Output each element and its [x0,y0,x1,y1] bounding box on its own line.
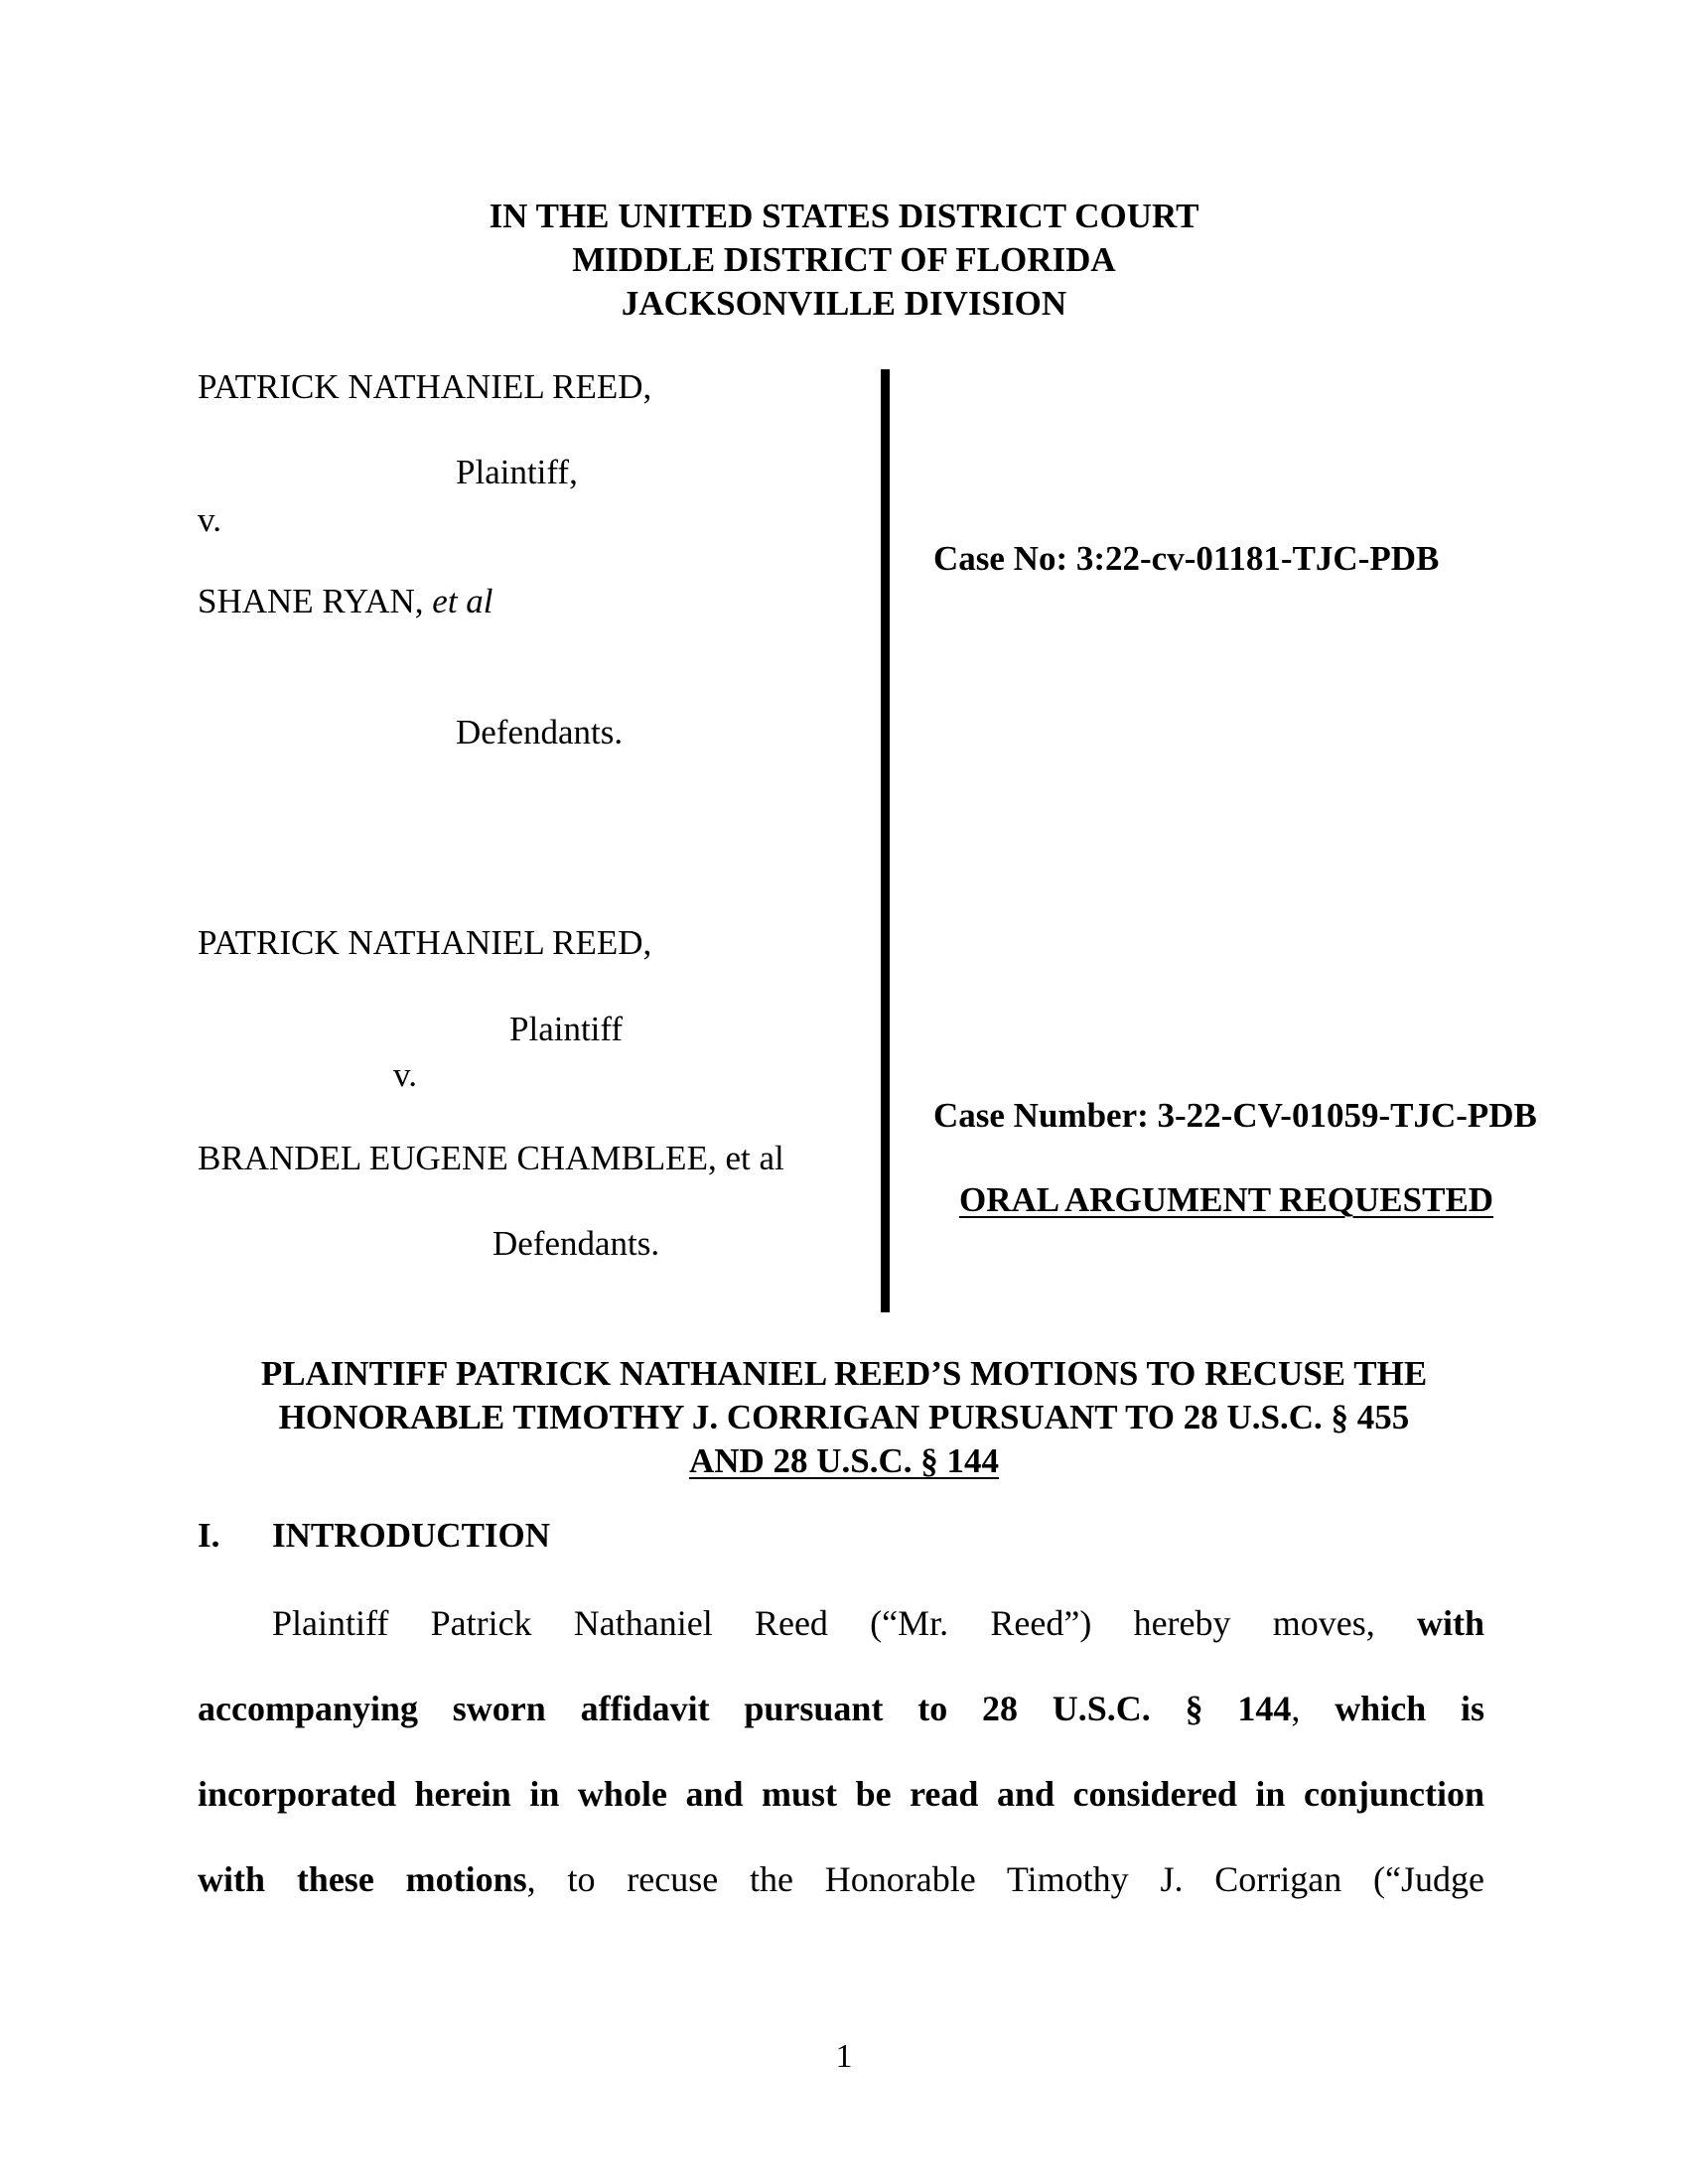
motion-title-line3 [0,1439,1688,1483]
case2-plaintiff-name: PATRICK NATHANIEL REED, [198,923,652,962]
case1-defendant-role: Defendants. [456,713,624,751]
case1-versus: v. [198,500,221,539]
paragraph-line-4 [198,1858,1484,1900]
court-division: JACKSONVILLE DIVISION [621,284,1067,323]
case1-number: Case No: 3:22-cv-01181-TJC-PDB [933,539,1440,578]
court-district: MIDDLE DISTRICT OF FLORIDA [572,240,1116,279]
case1-plaintiff-name: PATRICK NATHANIEL REED, [198,367,652,406]
paragraph-line-4-text: , to recuse the Honorable Timothy J. Corrigan (“Judge [526,1859,1484,1899]
paragraph-line-1-text: Plaintiff Patrick Nathaniel Reed (“Mr. Reed”) hereby moves, [272,1603,1375,1643]
paragraph-line-2-bold-end: which is [1335,1689,1485,1728]
paragraph-line-2-comma: , [1291,1689,1301,1728]
paragraph-line-1-bold: with [1417,1603,1485,1643]
motion-title-line1: PLAINTIFF PATRICK NATHANIEL REED’S MOTIONS TO RECUSE THE [260,1354,1428,1393]
case1-plaintiff-role: Plaintiff, [456,453,578,491]
paragraph-line-3-bold: incorporated herein in whole and must be read and considered in conjunction [198,1774,1484,1814]
motion-title-line2: HONORABLE TIMOTHY J. CORRIGAN PURSUANT TO 28 U.S.C. § 455 [278,1398,1410,1436]
case2-defendant-name: BRANDEL EUGENE CHAMBLEE, et al [198,1139,784,1177]
paragraph-line-4-bold: with these motions [198,1859,527,1899]
case2-number: Case Number: 3-22-CV-01059-TJC-PDB [933,1096,1537,1135]
case1-defendant-suffix: et al [432,582,493,620]
paragraph-line-1 [272,1602,1484,1644]
section-number: I. [198,1516,220,1555]
court-name: IN THE UNITED STATES DISTRICT COURT [489,197,1199,235]
case2-defendant-role: Defendants. [492,1224,660,1263]
section-heading: INTRODUCTION [272,1516,551,1555]
case1-defendant-name [198,582,493,621]
motion-title-line3-text: AND 28 U.S.C. § 144 [688,1441,1000,1480]
oral-argument-requested: ORAL ARGUMENT REQUESTED [959,1180,1494,1219]
paragraph-line-2-bold: accompanying sworn affidavit pursuant to 28 U.S.C. § 144 [198,1689,1292,1728]
page-number: 1 [835,2038,853,2075]
caption-divider [881,369,890,1312]
paragraph-line-2 [198,1688,1484,1729]
paragraph-line-3 [198,1773,1484,1815]
case2-versus: v. [393,1055,417,1094]
case1-defendant-text: SHANE RYAN, [198,582,424,620]
case2-plaintiff-role: Plaintiff [509,1010,624,1048]
